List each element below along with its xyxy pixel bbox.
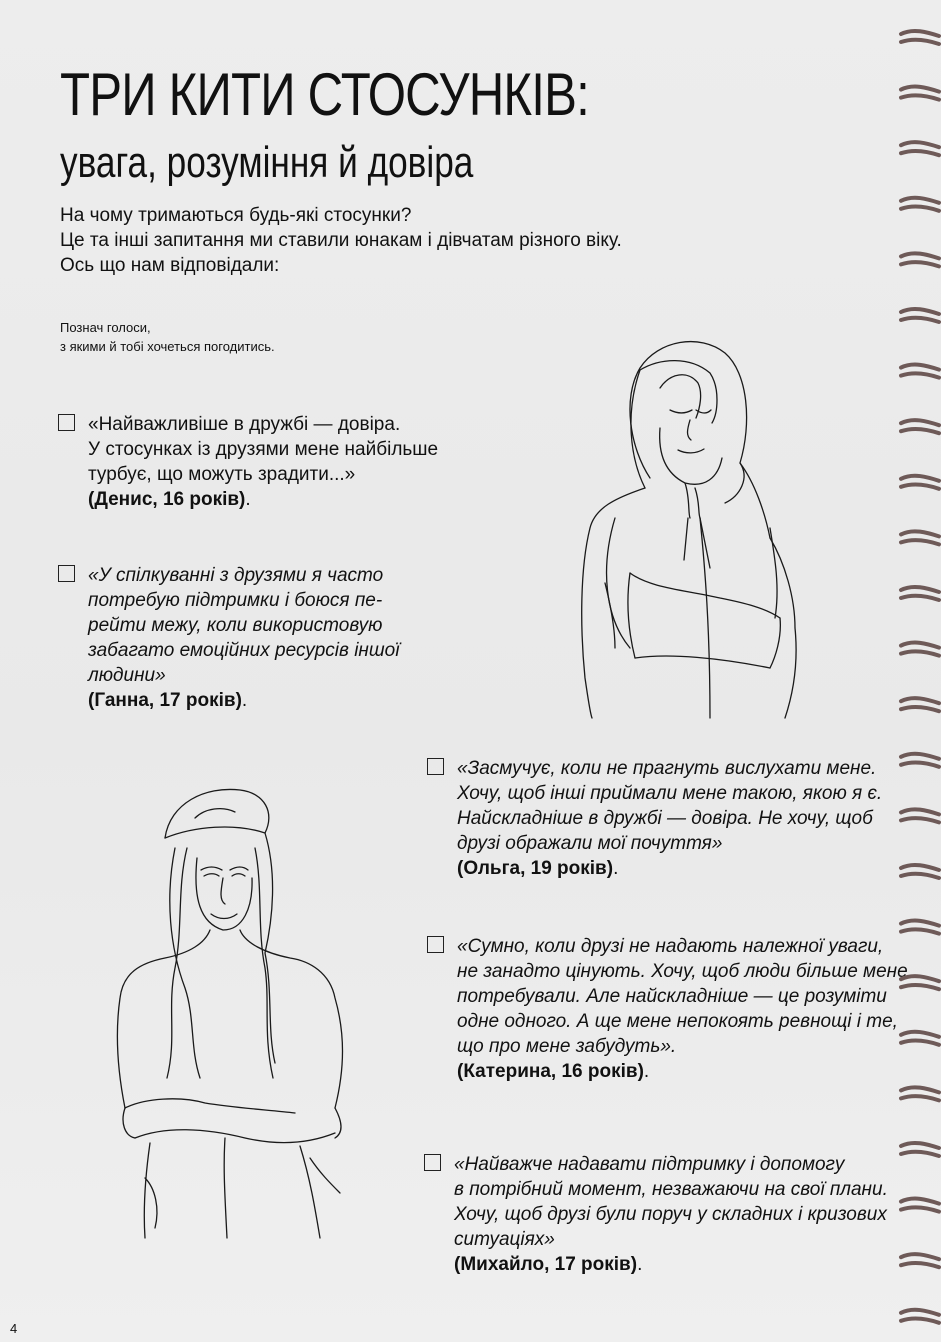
quote-checkbox[interactable] — [58, 565, 75, 582]
spiral-ring — [901, 31, 939, 36]
page-subtitle: увага, розуміння й довіра — [60, 138, 474, 187]
quote-mykhailo — [424, 1152, 924, 1280]
spiral-ring — [901, 985, 939, 989]
intro-line: Це та інші запитання ми ставили юнакам і дівчатам різного віку. — [60, 230, 622, 251]
spiral-ring — [901, 921, 939, 926]
spiral-ring — [901, 651, 939, 655]
quote-text: «Засмучує, коли не прагнуть вислухати мене. Хочу, щоб інші приймали мене такою, якою я є. Найскладніше в дружбі — довіра. Не хочу, щоб друзі ображали мої почуття» (Ольга, 19 років). — [457, 756, 905, 881]
intro-line: Ось що нам відповідали: — [60, 255, 280, 276]
spiral-ring — [901, 87, 939, 92]
spiral-ring — [901, 309, 939, 314]
spiral-ring — [901, 1263, 939, 1267]
spiral-ring — [901, 476, 939, 481]
spiral-ring — [901, 1143, 939, 1148]
quote-text: «Сумно, коли друзі не надають належної уваги, не занадто цінують. Хочу, щоб люди більше мене потребували. Але найскладніше — це розуміти одне одного. А ще мене непокоять ревнощі і те, що про мене забудуть». (Катерина, 16 років). — [457, 934, 920, 1084]
spiral-ring — [901, 976, 939, 981]
page-number: 4 — [10, 1321, 18, 1336]
spiral-ring — [901, 207, 939, 211]
quote-hanna — [58, 563, 399, 713]
spiral-binding — [895, 0, 941, 1342]
spiral-ring — [901, 596, 939, 600]
spiral-ring — [901, 365, 939, 370]
spiral-ring — [901, 1087, 939, 1092]
page-title: ТРИ КИТИ СТОСУНКІВ: — [60, 61, 589, 128]
quote-checkbox[interactable] — [427, 936, 444, 953]
spiral-ring — [901, 643, 939, 648]
spiral-ring — [901, 485, 939, 489]
quote-author: (Ганна, 17 років). — [88, 690, 248, 711]
spiral-ring — [901, 429, 939, 433]
quote-author: (Денис, 16 років). — [88, 489, 251, 510]
quote-olha — [427, 756, 905, 884]
quote-checkbox[interactable] — [58, 414, 75, 431]
spiral-ring — [901, 253, 939, 258]
spiral-ring — [901, 1319, 939, 1323]
spiral-ring — [901, 1032, 939, 1037]
instruction-text — [60, 318, 275, 356]
spiral-ring — [901, 587, 939, 592]
spiral-ring — [901, 531, 939, 536]
spiral-ring — [901, 809, 939, 814]
quote-checkbox[interactable] — [427, 758, 444, 775]
instruction-line: з якими й тобі хочеться погодитись. — [60, 339, 275, 354]
quote-author: (Михайло, 17 років). — [454, 1254, 643, 1275]
spiral-ring — [901, 540, 939, 544]
girl-illustration — [105, 778, 355, 1250]
intro-line: На чому тримаються будь-які стосунки? — [60, 205, 412, 226]
intro-text — [60, 203, 622, 278]
quote-checkbox[interactable] — [424, 1154, 441, 1171]
spiral-ring — [901, 1254, 939, 1259]
spiral-ring — [901, 818, 939, 822]
spiral-ring — [901, 754, 939, 759]
hoodie-boy-illustration — [570, 328, 820, 728]
quote-text: «У спілкуванні з друзями я часто потребую підтримки і боюся пе- рейти межу, коли використовую забагато емоційних ресурсів іншої людини» (Ганна, 17 років). — [88, 565, 400, 711]
spiral-ring — [901, 1152, 939, 1156]
spiral-ring — [901, 1199, 939, 1204]
spiral-ring — [901, 420, 939, 425]
spiral-ring — [901, 865, 939, 870]
quote-text: «Найважливіше в дружбі — довіра. У стосунках із друзями мене найбільше турбує, що можуть зрадити...» (Денис, 16 років). — [88, 414, 439, 510]
spiral-ring — [901, 40, 939, 44]
spiral-ring — [901, 929, 939, 933]
spiral-ring — [901, 874, 939, 878]
spiral-ring — [901, 707, 939, 711]
spiral-ring — [901, 198, 939, 203]
spiral-ring — [901, 95, 939, 99]
spiral-ring — [901, 318, 939, 322]
spiral-ring — [901, 262, 939, 266]
spiral-ring — [901, 1096, 939, 1100]
quote-author: (Катерина, 16 років). — [457, 1061, 650, 1082]
instruction-line: Познач голоси, — [60, 320, 151, 335]
spiral-ring — [901, 142, 939, 147]
spiral-ring — [901, 698, 939, 703]
quote-text: «Найважче надавати підтримку і допомогу в потрібний момент, незважаючи на свої плани. Хочу, щоб друзі були поруч у складних і кризових ситуаціях» (Михайло, 17 років). — [454, 1152, 924, 1277]
spiral-ring — [901, 1041, 939, 1045]
spiral-ring — [901, 763, 939, 767]
spiral-ring — [901, 1310, 939, 1315]
spiral-ring — [901, 151, 939, 155]
quote-kateryna — [427, 934, 920, 1084]
quote-author: (Ольга, 19 років). — [457, 858, 619, 879]
spiral-ring — [901, 1207, 939, 1211]
quote-denys — [58, 412, 438, 512]
spiral-ring — [901, 373, 939, 377]
